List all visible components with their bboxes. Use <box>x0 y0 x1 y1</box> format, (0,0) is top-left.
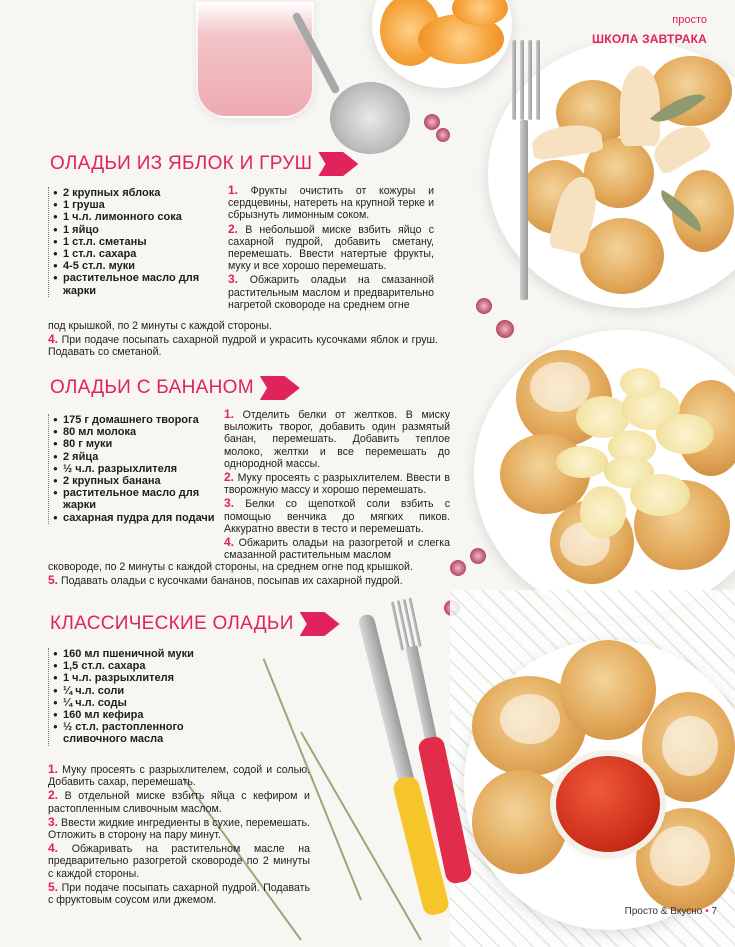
step-number: 5. <box>48 573 59 588</box>
step-text: В отдельной миске взбить яйца с кефиром и растопленным сливочным маслом. <box>48 790 310 815</box>
magazine-name: Просто & Вкусно <box>624 906 703 917</box>
step <box>48 574 450 587</box>
step <box>228 223 434 273</box>
flower <box>450 560 466 576</box>
step-number: 1. <box>48 762 59 776</box>
ingredient-item: ● 2 крупных яблока <box>53 187 216 199</box>
banana-slice <box>556 446 608 478</box>
step-number: 2. <box>48 788 59 803</box>
section-title: ШКОЛА ЗАВТРАКА <box>592 32 707 46</box>
step-number: 4. <box>48 841 59 856</box>
fork-icon <box>500 40 540 300</box>
step-number: 4. <box>48 332 59 347</box>
footer-bullet: • <box>705 906 709 917</box>
apple-slice <box>620 66 660 146</box>
ingredient-list <box>48 187 216 297</box>
step-number: 5. <box>48 879 59 894</box>
flower <box>436 128 450 142</box>
step-text: Ввести жидкие ингредиенты в сухие, перемешать. Отложить в сторону на пару минут. <box>48 816 310 842</box>
arrow-icon <box>318 152 358 176</box>
powdered-sugar <box>650 826 710 886</box>
arrow-icon <box>260 376 300 400</box>
flower <box>470 548 486 564</box>
ingredient-item: ● растительное масло для жарки <box>53 487 216 511</box>
pancake <box>472 770 568 874</box>
step <box>48 333 438 358</box>
ingredient-item: ● 1,5 ст.л. сахара <box>53 660 216 672</box>
recipe-title <box>50 376 300 400</box>
ingredient-item: ● растительное масло для жарки <box>53 272 216 296</box>
recipe-title-text: ОЛАДЬИ С БАНАНОМ <box>50 377 254 398</box>
ingredient-item: ● 1 ч.л. лимонного сока <box>53 211 216 223</box>
step-text: под крышкой, по 2 минуты с каждой стороны. <box>48 320 272 332</box>
ingredient-item: ● 1 яйцо <box>53 224 216 236</box>
step-number: 3. <box>48 814 59 829</box>
step-number: 2. <box>224 470 235 485</box>
step <box>48 320 438 332</box>
ingredient-item: ● 2 крупных банана <box>53 475 216 487</box>
step <box>48 763 310 788</box>
page-number: 7 <box>711 906 717 917</box>
ingredient-item: ● 1 ч.л. разрыхлителя <box>53 672 216 684</box>
step-number: 4. <box>224 535 235 550</box>
header-label: просто <box>672 14 707 26</box>
ingredient-item: ● ¼ ч.л. соли <box>53 685 216 697</box>
step-number: 2. <box>228 221 239 236</box>
recipe-steps-continued <box>48 320 438 360</box>
step-text: Муку просеять с разрыхлителем, содой и солью. Добавить сахар, перемешать. <box>48 764 310 789</box>
step <box>228 273 434 311</box>
step-text: Белки со щепоткой соли взбить с помощью венчика до мягких пиков. Аккуратно ввести в тесто и перемешать. <box>224 498 450 535</box>
banana-slice <box>620 368 660 398</box>
recipe-steps-continued <box>48 561 450 588</box>
step-text: Обжаривать на растительном масле на предварительно разогретой сковороде по 2 минуты с каждой стороны. <box>48 843 310 880</box>
ingredient-item: ● 1 ст.л. сахара <box>53 248 216 260</box>
step-text: Подавать оладьи с кусочками бананов, посыпав их сахарной пудрой. <box>60 575 403 588</box>
section-header <box>592 14 707 46</box>
banana-slice <box>656 414 714 454</box>
ingredient-item: ● ¼ ч.л. соды <box>53 697 216 709</box>
ingredient-item: ● ½ ч.л. разрыхлителя <box>53 463 216 475</box>
step-text: Отделить белки от желтков. В миску выложить творог, добавить один размятый банан, перемешать. Добавить теплое молоко, желтки и все перемешать до однородной массы. <box>224 409 450 470</box>
ingredient-item: ● 1 ст.л. сметаны <box>53 236 216 248</box>
recipe-title-text: ОЛАДЬИ ИЗ ЯБЛОК И ГРУШ <box>50 153 313 174</box>
step-text: Обжарить оладьи на разогретой и слегка смазанной растительным маслом <box>224 537 450 562</box>
step-text: Обжарить оладьи на смазанной растительным маслом и предварительно нагретой сковороде на среднем огне <box>228 274 434 311</box>
step-text: При подаче посыпать сахарной пудрой. Подавать с фруктовым соусом или джемом. <box>48 881 311 907</box>
fritter <box>580 218 664 294</box>
recipe-steps <box>224 408 450 562</box>
arrow-icon <box>300 612 340 636</box>
ingredient-item: ● 160 мл пшеничной муки <box>53 648 216 660</box>
step-text: Муку просеять с разрыхлителем. Ввести в творожную массу и хорошо перемешать. <box>224 472 450 497</box>
ingredient-list <box>48 414 216 524</box>
step-number: 3. <box>224 496 235 511</box>
ingredient-item: ● 2 яйца <box>53 451 216 463</box>
step <box>48 561 450 573</box>
ingredient-item: ● 80 г муки <box>53 438 216 450</box>
step-text: В небольшой миске взбить яйцо с сахарной пудрой, добавить сметану, перемешать. Ввести натертые фрукты, муку и все хорошо перемешать. <box>228 223 434 273</box>
ingredient-item: ● 175 г домашнего творога <box>53 414 216 426</box>
page-footer <box>625 906 717 917</box>
step-text: Фрукты очистить от кожуры и сердцевины, натереть на крупной терке и сбрызнуть лимонным соком. <box>228 185 434 222</box>
sauce-bowl <box>556 756 660 852</box>
step <box>224 536 450 561</box>
step <box>48 816 310 841</box>
recipe-title-text: КЛАССИЧЕСКИЕ ОЛАДЬИ <box>50 613 294 634</box>
ingredient-item: ● 80 мл молока <box>53 426 216 438</box>
sieve <box>330 82 410 154</box>
pancake <box>560 640 656 740</box>
recipe-title <box>50 612 340 636</box>
step-number: 3. <box>228 272 239 287</box>
step-text: При подаче посыпать сахарной пудрой и украсить кусочками яблок и груш. Подавать со сметаной. <box>48 334 438 359</box>
ingredient-item: ● 1 груша <box>53 199 216 211</box>
step <box>224 471 450 496</box>
step <box>48 881 310 906</box>
flower <box>476 298 492 314</box>
banana-slice <box>580 486 626 538</box>
step <box>48 842 310 880</box>
step <box>228 184 434 222</box>
recipe-title <box>50 152 358 176</box>
ingredient-item: ● 160 мл кефира <box>53 709 216 721</box>
step <box>48 789 310 814</box>
ingredient-list <box>48 648 216 746</box>
step-text: сковороде, по 2 минуты с каждой стороны, на среднем огне под крышкой. <box>48 561 413 573</box>
flower <box>424 114 440 130</box>
ingredient-item: ● сахарная пудра для подачи <box>53 512 216 524</box>
powdered-sugar <box>662 716 718 776</box>
flower <box>496 320 514 338</box>
step-number: 1. <box>224 407 235 421</box>
step <box>224 497 450 535</box>
banana-slice <box>630 474 690 516</box>
recipe-steps <box>48 763 310 907</box>
ingredient-item: ● ½ ст.л. растопленного сливочного масла <box>53 721 216 745</box>
powdered-sugar <box>500 694 560 744</box>
step <box>224 408 450 470</box>
ingredient-item: ● 4-5 ст.л. муки <box>53 260 216 272</box>
step-number: 1. <box>228 183 239 197</box>
recipe-steps <box>228 184 434 312</box>
